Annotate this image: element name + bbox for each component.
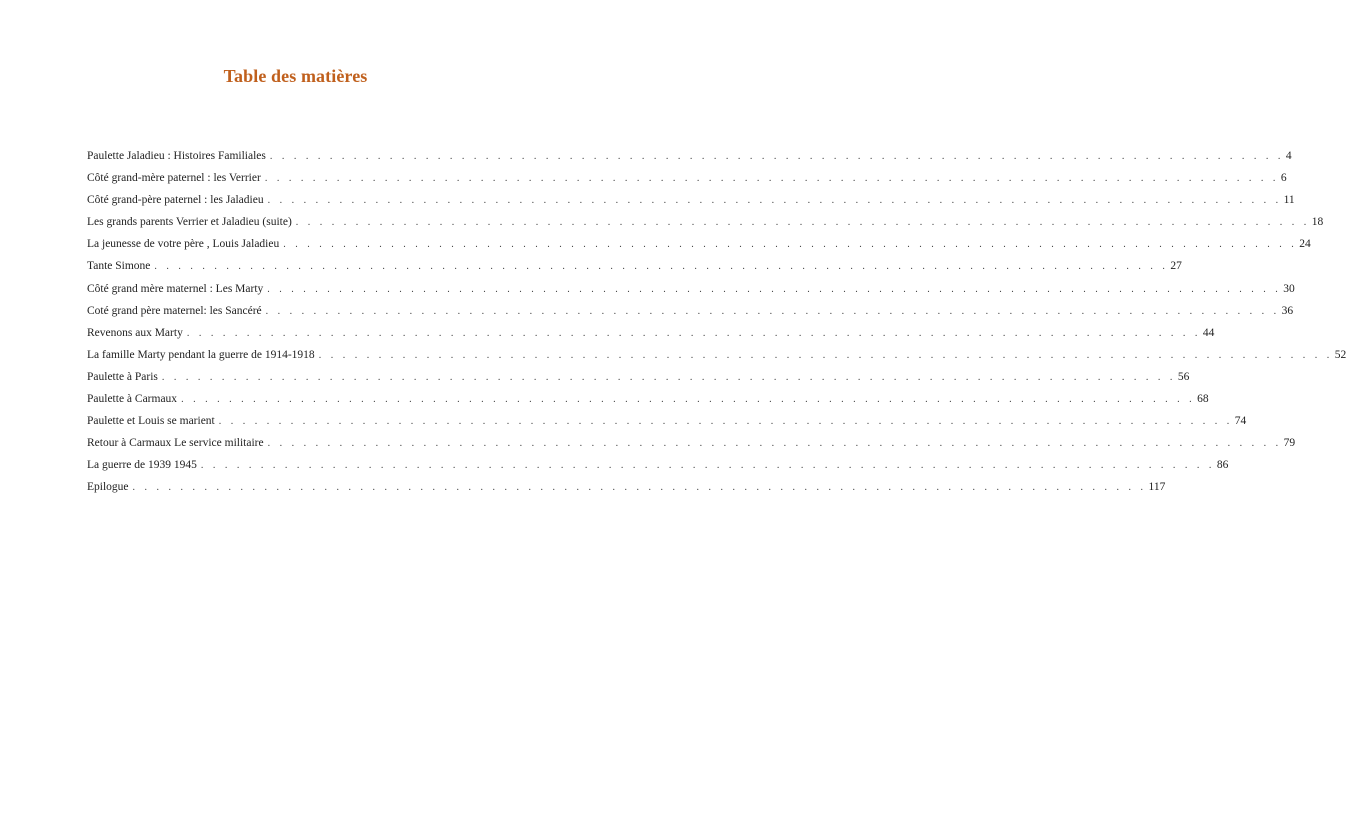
toc-entry[interactable] [87,432,1296,454]
toc-dot-leader: . . . . . . . . . . . . . . . . . . . . . . . . . . . . . . . . . . . . . . . . . . . . . . . . . . . . . . . . . . . . . . . . . . . . . . . . . . . . . . . . . . . . . [264,173,1279,185]
toc-entry-page-number: 74 [1234,415,1247,428]
toc-entry[interactable] [87,454,1229,476]
toc-entry-label: Les grands parents Verrier et Jaladieu (suite) [87,216,292,229]
toc-entry[interactable] [87,145,1292,167]
toc-entry-label: Paulette à Paris [87,370,158,383]
toc-entry[interactable] [87,255,1182,277]
toc-entry-page-number: 4 [1285,150,1292,162]
toc-entry-label: Paulette à Carmaux [87,393,178,406]
toc-dot-leader: . . . . . . . . . . . . . . . . . . . . . . . . . . . . . . . . . . . . . . . . . . . . . . . . . . . . . . . . . . . . . . . . . . . . . . . . . . . . . . . . . . . . . [265,305,1280,317]
toc-dot-leader: . . . . . . . . . . . . . . . . . . . . . . . . . . . . . . . . . . . . . . . . . . . . . . . . . . . . . . . . . . . . . . . . . . . . . . . . . . . . . . . . . . . . . [267,283,1282,295]
toc-entry-page-number: 27 [1170,260,1182,273]
toc-dot-leader: . . . . . . . . . . . . . . . . . . . . . . . . . . . . . . . . . . . . . . . . . . . . . . . . . . . . . . . . . . . . . . . . . . . . . . . . . . . . . . . . . . . . . [200,460,1215,472]
toc-dot-leader: . . . . . . . . . . . . . . . . . . . . . . . . . . . . . . . . . . . . . . . . . . . . . . . . . . . . . . . . . . . . . . . . . . . . . . . . . . . . . . . . . . . . . [318,349,1333,361]
toc-list [87,145,1346,499]
toc-dot-leader: . . . . . . . . . . . . . . . . . . . . . . . . . . . . . . . . . . . . . . . . . . . . . . . . . . . . . . . . . . . . . . . . . . . . . . . . . . . . . . . . . . . . . [269,151,1284,162]
toc-entry[interactable] [87,476,1166,498]
toc-title: Table des matières [223,66,368,86]
toc-dot-leader: . . . . . . . . . . . . . . . . . . . . . . . . . . . . . . . . . . . . . . . . . . . . . . . . . . . . . . . . . . . . . . . . . . . . . . . . . . . . . . . . . . . . . [154,261,1169,273]
toc-dot-leader: . . . . . . . . . . . . . . . . . . . . . . . . . . . . . . . . . . . . . . . . . . . . . . . . . . . . . . . . . . . . . . . . . . . . . . . . . . . . . . . . . . . . . [186,327,1201,339]
toc-entry[interactable] [87,410,1247,432]
toc-entry-label: La famille Marty pendant la guerre de 1914-1918 [87,348,315,361]
toc-entry-label: La guerre de 1939 1945 [87,459,197,472]
toc-entry[interactable] [87,366,1190,388]
toc-entry-page-number: 6 [1280,172,1287,185]
toc-entry-label: Coté grand père maternel: les Sancéré [87,304,262,317]
toc-entry-page-number: 56 [1177,370,1190,383]
toc-entry-page-number: 18 [1311,216,1324,229]
toc-entry-label: Côté grand-mère paternel : les Verrier [87,172,261,185]
toc-entry-label: Retour à Carmaux Le service militaire [87,437,264,450]
toc-entry-label: Revenons aux Marty [87,326,183,339]
toc-entry[interactable] [87,167,1287,189]
toc-entry-label: La jeunesse de votre père , Louis Jaladieu [87,238,280,251]
toc-dot-leader: . . . . . . . . . . . . . . . . . . . . . . . . . . . . . . . . . . . . . . . . . . . . . . . . . . . . . . . . . . . . . . . . . . . . . . . . . . . . . . . . . . . . . [161,371,1176,383]
toc-entry[interactable] [87,233,1311,255]
toc-entry-page-number: 44 [1202,326,1215,339]
toc-entry-page-number: 117 [1148,481,1166,494]
toc-dot-leader: . . . . . . . . . . . . . . . . . . . . . . . . . . . . . . . . . . . . . . . . . . . . . . . . . . . . . . . . . . . . . . . . . . . . . . . . . . . . . . . . . . . . . [267,195,1282,207]
toc-entry[interactable] [87,322,1215,344]
toc-entry-label: Côté grand mère maternel : Les Marty [87,282,264,295]
toc-entry-label: Paulette et Louis se marient [87,415,215,428]
toc-entry-label: Côté grand-père paternel : les Jaladieu [87,194,264,207]
toc-entry-page-number: 30 [1283,282,1295,295]
toc-entry-page-number: 68 [1197,393,1209,406]
toc-entry-page-number: 86 [1216,459,1229,472]
toc-dot-leader: . . . . . . . . . . . . . . . . . . . . . . . . . . . . . . . . . . . . . . . . . . . . . . . . . . . . . . . . . . . . . . . . . . . . . . . . . . . . . . . . . . . . . [283,239,1298,251]
toc-entry-page-number: 52 [1334,348,1346,361]
toc-entry-page-number: 11 [1283,194,1295,207]
toc-entry-page-number: 36 [1281,304,1294,317]
toc-dot-leader: . . . . . . . . . . . . . . . . . . . . . . . . . . . . . . . . . . . . . . . . . . . . . . . . . . . . . . . . . . . . . . . . . . . . . . . . . . . . . . . . . . . . . [132,482,1147,494]
toc-entry-label: Tante Simone [87,260,151,273]
toc-dot-leader: . . . . . . . . . . . . . . . . . . . . . . . . . . . . . . . . . . . . . . . . . . . . . . . . . . . . . . . . . . . . . . . . . . . . . . . . . . . . . . . . . . . . . [218,416,1233,428]
toc-entry-label: Paulette Jaladieu : Histoires Familiales [87,150,266,162]
toc-entry-label: Epilogue [87,481,129,494]
toc-entry[interactable] [87,388,1209,410]
toc-entry[interactable] [87,300,1294,322]
toc-entry[interactable] [87,344,1346,366]
toc-dot-leader: . . . . . . . . . . . . . . . . . . . . . . . . . . . . . . . . . . . . . . . . . . . . . . . . . . . . . . . . . . . . . . . . . . . . . . . . . . . . . . . . . . . . . [181,394,1196,406]
toc-entry[interactable] [87,278,1295,300]
toc-entry-page-number: 79 [1283,437,1296,450]
toc-entry[interactable] [87,189,1295,211]
toc-entry[interactable] [87,211,1324,233]
toc-dot-leader: . . . . . . . . . . . . . . . . . . . . . . . . . . . . . . . . . . . . . . . . . . . . . . . . . . . . . . . . . . . . . . . . . . . . . . . . . . . . . . . . . . . . . [267,438,1282,450]
toc-entry-page-number: 24 [1299,238,1311,251]
toc-dot-leader: . . . . . . . . . . . . . . . . . . . . . . . . . . . . . . . . . . . . . . . . . . . . . . . . . . . . . . . . . . . . . . . . . . . . . . . . . . . . . . . . . . . . . [295,217,1310,229]
